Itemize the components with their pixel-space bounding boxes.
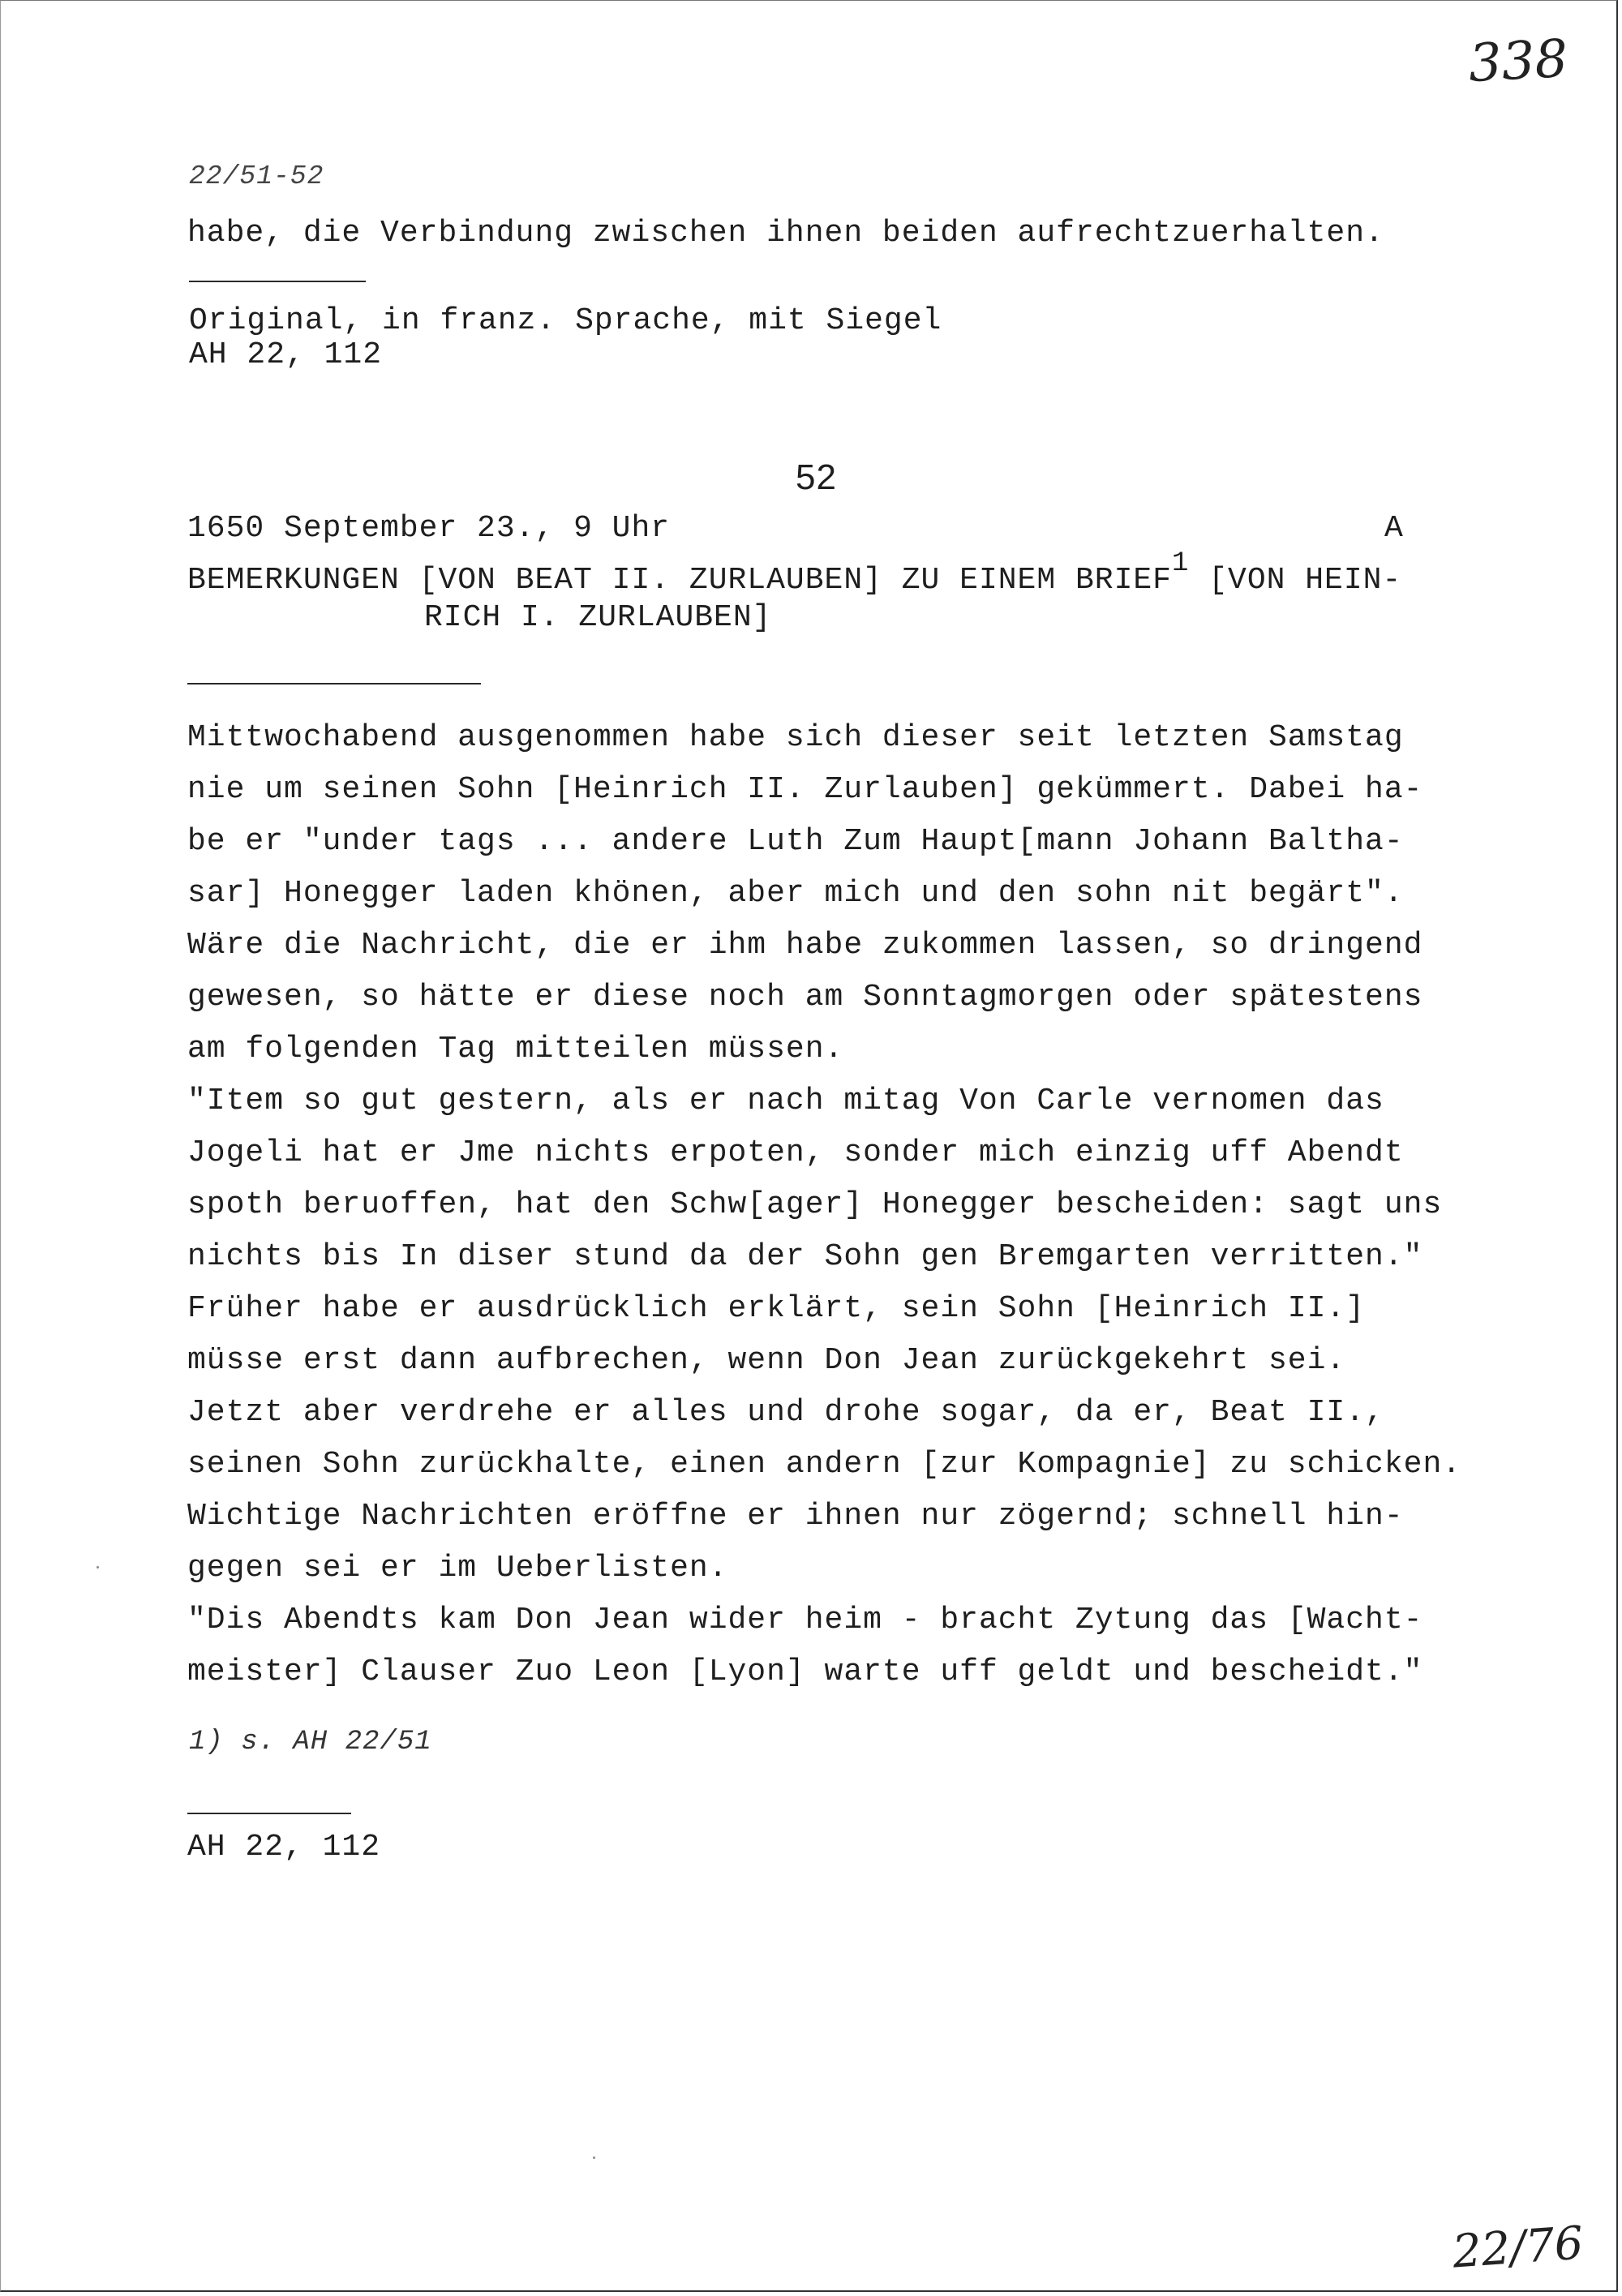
body-line: spoth beruoffen, hat den Schw[ager] Honegger bescheiden: sagt uns — [187, 1187, 1443, 1222]
body-line: sar] Honegger laden khönen, aber mich und den sohn nit begärt". — [187, 876, 1404, 911]
body-line: Jogeli hat er Jme nichts erpoten, sonder mich einzig uff Abendt — [187, 1135, 1404, 1170]
footnote: 1) s. AH 22/51 — [189, 1727, 432, 1757]
archive-reference: 22/76 — [1450, 2217, 1586, 2279]
body-line: gegen sei er im Ueberlisten. — [187, 1551, 728, 1586]
continuation-line: habe, die Verbindung zwischen ihnen beiden aufrechtzuerhalten. — [187, 216, 1384, 251]
entry-title-part-1: BEMERKUNGEN [VON BEAT II. ZURLAUBEN] ZU EINEM BRIEF — [187, 563, 1172, 598]
previous-source-reference: AH 22, 112 — [189, 337, 383, 372]
divider — [189, 281, 366, 282]
body-line: müsse erst dann aufbrechen, wenn Don Jean zurückgekehrt sei. — [187, 1343, 1346, 1378]
source-reference: AH 22, 112 — [187, 1830, 381, 1865]
running-head: 22/51-52 — [189, 161, 324, 191]
body-line: Jetzt aber verdrehe er alles und drohe sogar, da er, Beat II., — [187, 1395, 1384, 1430]
body-line: Mittwochabend ausgenommen habe sich dieser seit letzten Samstag — [187, 720, 1404, 755]
body-line: Wäre die Nachricht, die er ihm habe zukommen lassen, so dringend — [187, 928, 1423, 963]
body-line: nie um seinen Sohn [Heinrich II. Zurlauben] gekümmert. Dabei ha- — [187, 772, 1423, 807]
archive-page-number: 338 — [1467, 28, 1570, 95]
footnote-mark: 1 — [1172, 548, 1190, 579]
body-line: Früher habe er ausdrücklich erklärt, sein Sohn [Heinrich II.] — [187, 1291, 1366, 1326]
body-line: "Dis Abendts kam Don Jean wider heim - bracht Zytung das [Wacht- — [187, 1603, 1423, 1637]
body-line: nichts bis In diser stund da der Sohn gen Bremgarten verritten." — [187, 1239, 1423, 1274]
previous-source-note: Original, in franz. Sprache, mit Siegel — [189, 303, 942, 338]
entry-number: 52 — [796, 457, 837, 497]
divider — [187, 683, 481, 685]
divider — [187, 1813, 351, 1814]
entry-title-part-2: [VON HEIN- — [1208, 563, 1402, 598]
body-line: seinen Sohn zurückhalte, einen andern [zur Kompagnie] zu schicken. — [187, 1447, 1462, 1482]
scan-speck — [97, 1566, 99, 1569]
scan-speck — [593, 2157, 595, 2159]
body-line: meister] Clauser Zuo Leon [Lyon] warte uff geldt und bescheidt." — [187, 1654, 1423, 1689]
entry-title-line-2: RICH I. ZURLAUBEN] — [424, 600, 772, 635]
entry-title-line-1 — [187, 548, 1402, 598]
entry-marker: A — [1384, 511, 1404, 546]
entry-date: 1650 September 23., 9 Uhr — [187, 511, 671, 546]
body-line: Wichtige Nachrichten eröffne er ihnen nur zögernd; schnell hin- — [187, 1499, 1404, 1534]
body-line: gewesen, so hätte er diese noch am Sonntagmorgen oder spätestens — [187, 980, 1423, 1015]
body-line: be er "under tags ... andere Luth Zum Haupt[mann Johann Baltha- — [187, 824, 1404, 859]
body-line: "Item so gut gestern, als er nach mitag Von Carle vernomen das — [187, 1084, 1384, 1118]
body-line: am folgenden Tag mitteilen müssen. — [187, 1032, 844, 1066]
